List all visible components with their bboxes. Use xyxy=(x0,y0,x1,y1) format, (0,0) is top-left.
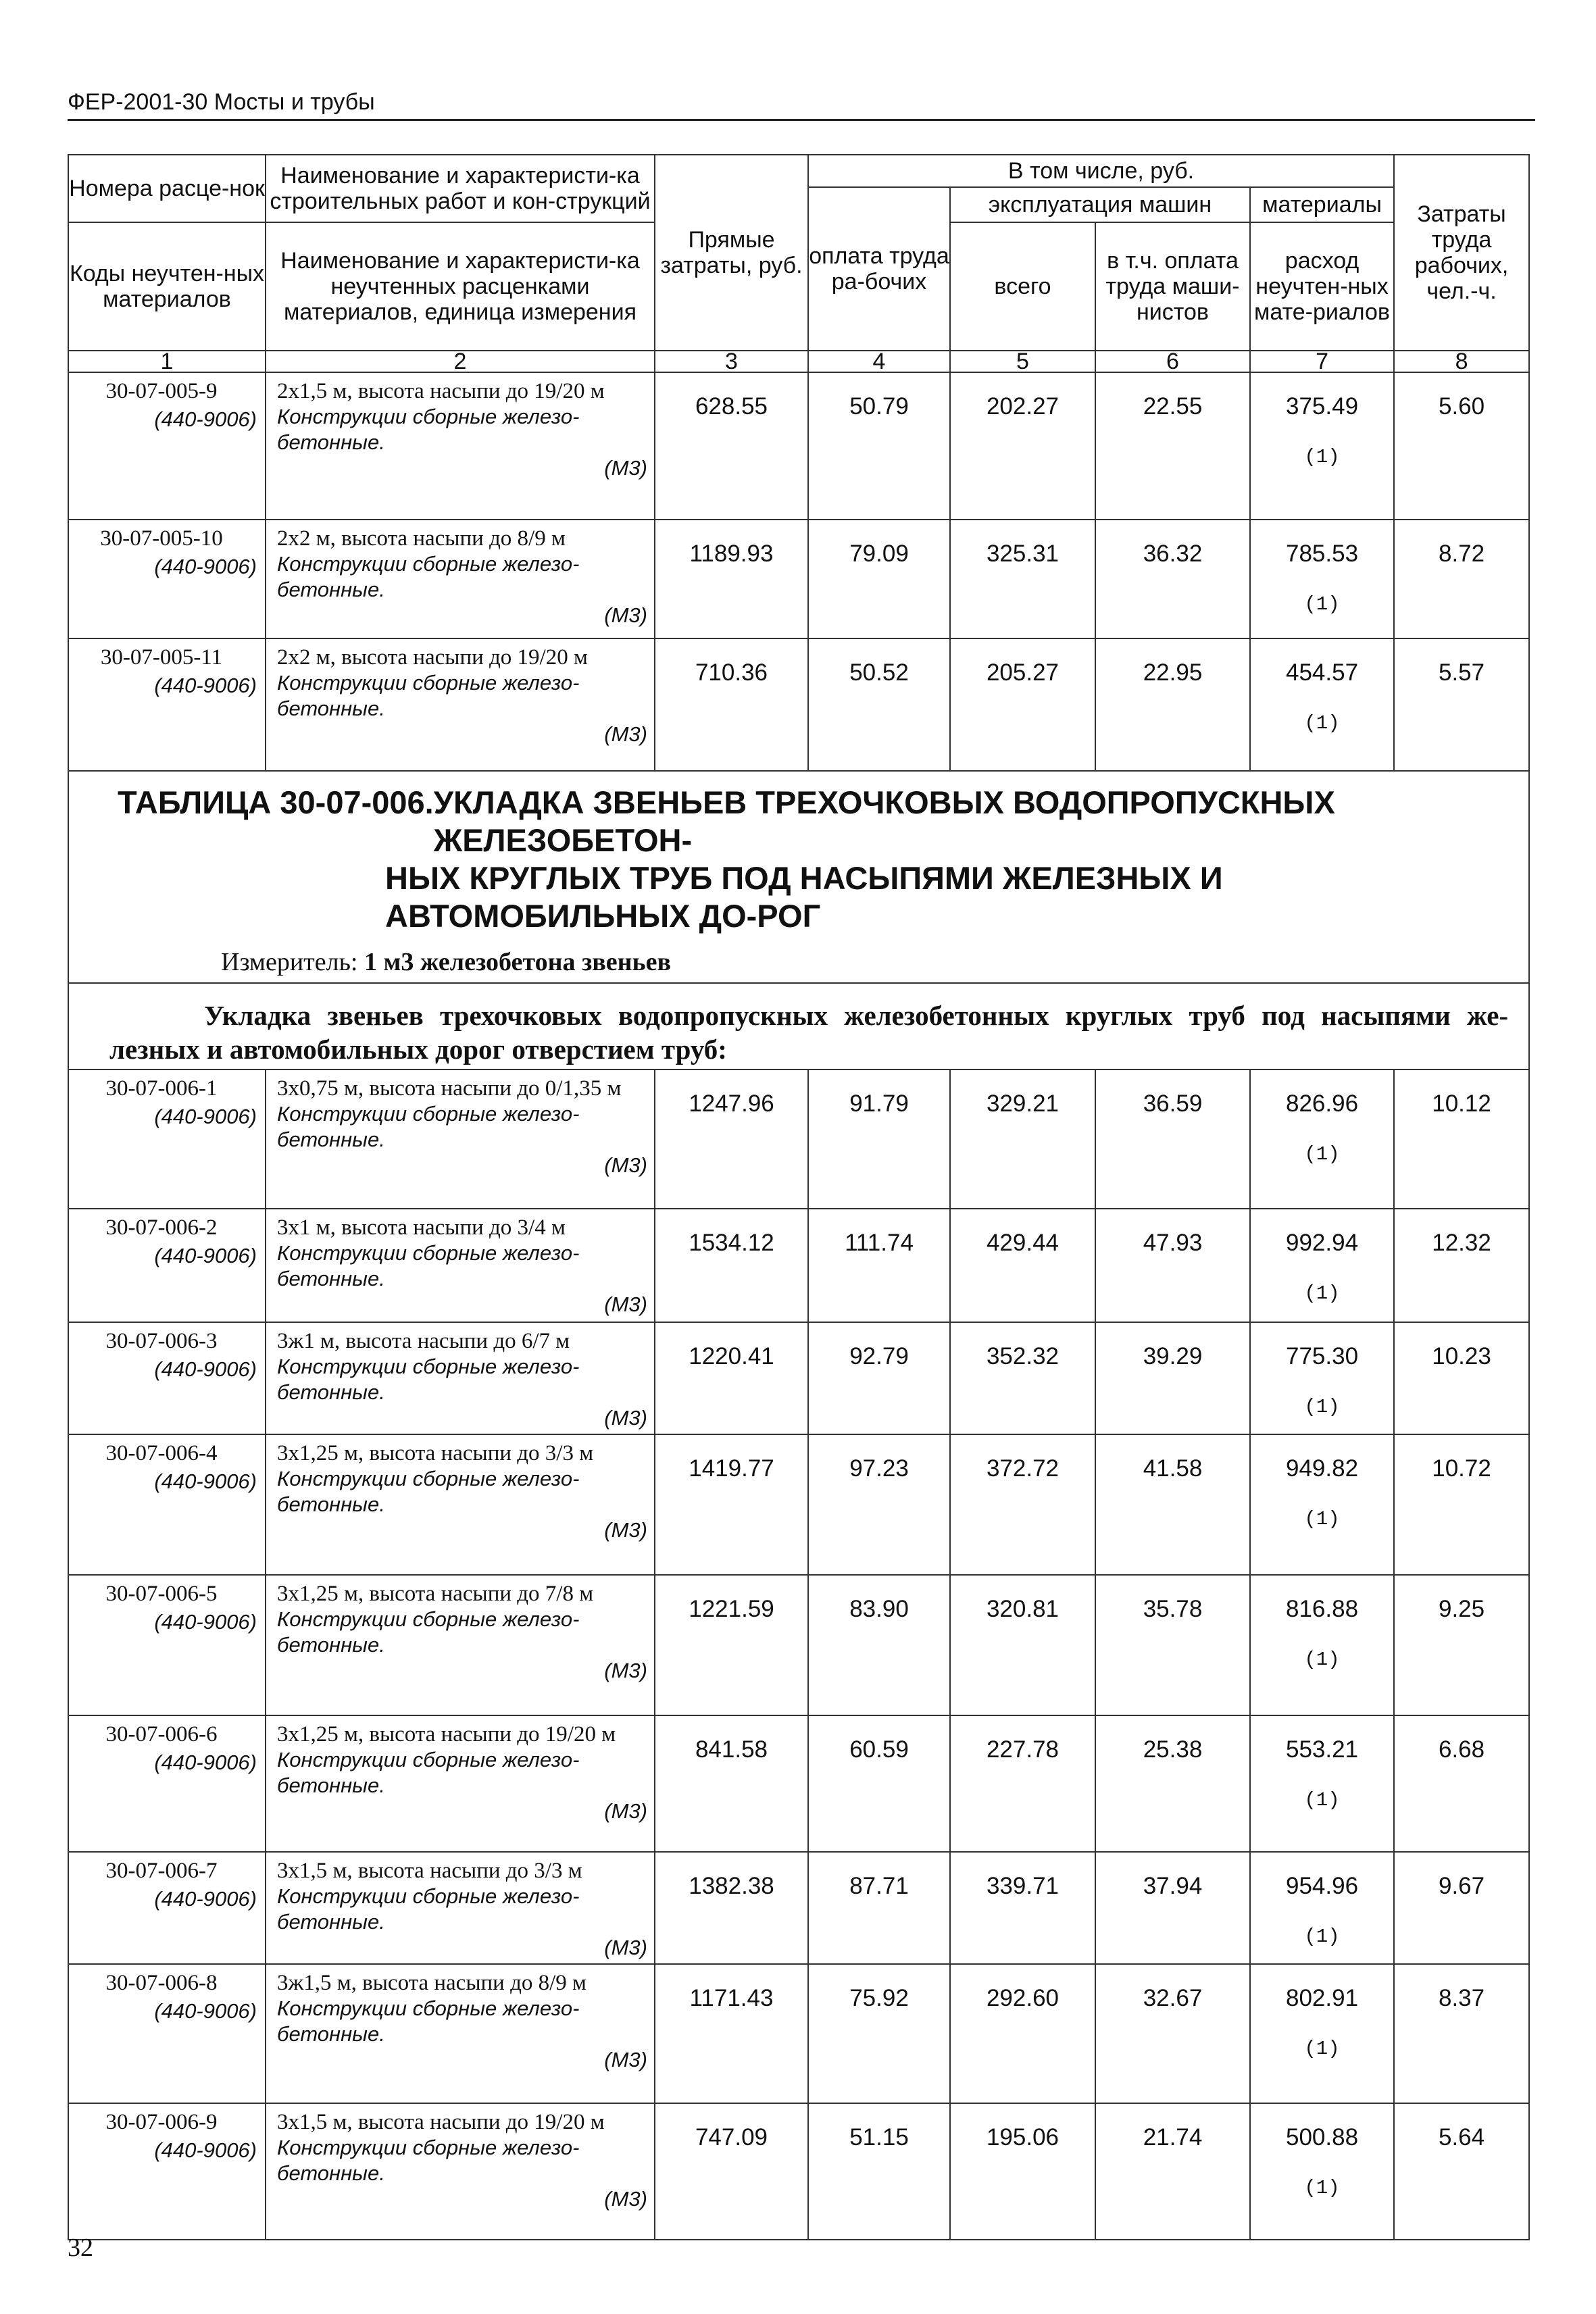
column-number: 1 xyxy=(68,351,266,372)
header-material-description: Наименование и характеристи-ка неучтенных расценками материалов, единица измерения xyxy=(266,222,655,351)
material-description: Конструкции сборные железо-бетонные. xyxy=(277,1748,580,1797)
materials-footnote: (1) xyxy=(1304,1143,1340,1165)
material-unit: (М3) xyxy=(604,456,647,480)
work-description: 2х1,5 м, высота насыпи до 19/20 м xyxy=(277,379,605,403)
material-unit: (М3) xyxy=(604,722,647,746)
materials-cell xyxy=(1250,520,1394,638)
worker-pay: 60.59 xyxy=(808,1715,950,1852)
materials-cell xyxy=(1250,1434,1394,1575)
description-cell xyxy=(266,1070,655,1209)
code-cell xyxy=(68,1715,266,1852)
material-description: Конструкции сборные железо-бетонные. xyxy=(277,671,580,720)
labor-hours: 8.37 xyxy=(1394,1964,1529,2103)
materials-cost: 785.53 xyxy=(1285,540,1359,567)
material-code: (440-9006) xyxy=(154,407,257,431)
direct-costs: 1171.43 xyxy=(655,1964,808,2103)
column-number: 8 xyxy=(1394,351,1529,372)
direct-costs: 747.09 xyxy=(655,2103,808,2240)
materials-cost: 826.96 xyxy=(1285,1090,1359,1117)
header-direct-costs: Прямые затраты, руб. xyxy=(655,155,808,351)
machinist-pay: 37.94 xyxy=(1095,1852,1250,1964)
page-header: ФЕР-2001-30 Мосты и трубы xyxy=(68,89,375,115)
material-description: Конструкции сборные железо-бетонные. xyxy=(277,1884,580,1934)
materials-cell xyxy=(1250,1575,1394,1715)
code-cell xyxy=(68,1575,266,1715)
table-row xyxy=(68,1852,1529,1964)
rate-code: 30-07-005-10 xyxy=(100,526,223,551)
material-unit: (М3) xyxy=(604,1518,647,1542)
table-row xyxy=(68,1070,1529,1209)
rate-code: 30-07-006-6 xyxy=(105,1722,218,1746)
code-cell xyxy=(68,1852,266,1964)
materials-footnote: (1) xyxy=(1304,1789,1340,1811)
description-cell xyxy=(266,372,655,520)
table-row xyxy=(68,1434,1529,1575)
material-code: (440-9006) xyxy=(154,1610,257,1634)
table-row xyxy=(68,1964,1529,2103)
direct-costs: 628.55 xyxy=(655,372,808,520)
materials-cost: 954.96 xyxy=(1285,1873,1359,1899)
rate-code: 30-07-006-8 xyxy=(105,1971,218,1995)
rate-code: 30-07-006-3 xyxy=(105,1329,218,1353)
labor-hours: 8.72 xyxy=(1394,520,1529,638)
machinist-pay: 21.74 xyxy=(1095,2103,1250,2240)
machines-total: 202.27 xyxy=(950,372,1095,520)
table-row xyxy=(68,1322,1529,1434)
rate-code: 30-07-006-2 xyxy=(105,1215,218,1240)
materials-footnote: (1) xyxy=(1304,593,1340,615)
code-cell xyxy=(68,372,266,520)
machines-total: 227.78 xyxy=(950,1715,1095,1852)
material-code: (440-9006) xyxy=(154,1357,257,1381)
section-title xyxy=(69,772,1528,935)
machines-total: 205.27 xyxy=(950,638,1095,771)
section-title-line1: УКЛАДКА ЗВЕНЬЕВ ТРЕХОЧКОВЫХ ВОДОПРОПУСКНЫХ ЖЕЛЕЗОБЕТОН- xyxy=(433,784,1335,858)
material-code: (440-9006) xyxy=(154,1244,257,1267)
price-table xyxy=(68,154,1530,2240)
section-intro: Укладка звеньев трехочковых водопропускных железобетонных круглых труб под насыпями же-лезных и автомобильных дорог отверстием труб: xyxy=(109,1000,1509,1065)
materials-cost: 553.21 xyxy=(1285,1736,1359,1763)
work-description: 3х1 м, высота насыпи до 3/4 м xyxy=(277,1215,566,1240)
material-description: Конструкции сборные железо-бетонные. xyxy=(277,1102,580,1151)
worker-pay: 51.15 xyxy=(808,2103,950,2240)
description-cell xyxy=(266,1434,655,1575)
labor-hours: 9.67 xyxy=(1394,1852,1529,1964)
labor-hours: 10.12 xyxy=(1394,1070,1529,1209)
material-code: (440-9006) xyxy=(154,1751,257,1774)
material-description: Конструкции сборные железо-бетонные. xyxy=(277,1241,580,1290)
materials-footnote: (1) xyxy=(1304,712,1340,734)
work-description: 2х2 м, высота насыпи до 19/20 м xyxy=(277,645,588,670)
table-row xyxy=(68,1575,1529,1715)
material-description: Конструкции сборные железо-бетонные. xyxy=(277,552,580,601)
machinist-pay: 22.55 xyxy=(1095,372,1250,520)
table-row xyxy=(68,520,1529,638)
header-machine-operation: эксплуатация машин xyxy=(950,187,1250,222)
material-unit: (М3) xyxy=(604,1659,647,1682)
column-number: 7 xyxy=(1250,351,1394,372)
materials-footnote: (1) xyxy=(1304,446,1340,468)
material-unit: (М3) xyxy=(604,1153,647,1177)
table-row xyxy=(68,638,1529,771)
materials-cost: 454.57 xyxy=(1285,659,1359,686)
work-description: 3х1,5 м, высота насыпи до 19/20 м xyxy=(277,2110,605,2134)
direct-costs: 1534.12 xyxy=(655,1209,808,1322)
code-cell xyxy=(68,1434,266,1575)
machinist-pay: 35.78 xyxy=(1095,1575,1250,1715)
worker-pay: 92.79 xyxy=(808,1322,950,1434)
worker-pay: 50.79 xyxy=(808,372,950,520)
material-unit: (М3) xyxy=(604,1292,647,1316)
description-cell xyxy=(266,1715,655,1852)
measure-value: 1 м3 железобетона звеньев xyxy=(364,948,671,976)
machinist-pay: 36.59 xyxy=(1095,1070,1250,1209)
column-number: 4 xyxy=(808,351,950,372)
machinist-pay: 32.67 xyxy=(1095,1964,1250,2103)
header-rule xyxy=(68,119,1535,121)
materials-cell xyxy=(1250,2103,1394,2240)
rate-code: 30-07-005-9 xyxy=(105,379,218,403)
column-number: 5 xyxy=(950,351,1095,372)
materials-cost: 775.30 xyxy=(1285,1343,1359,1369)
machines-total: 429.44 xyxy=(950,1209,1095,1322)
work-description: 3х0,75 м, высота насыпи до 0/1,35 м xyxy=(277,1076,622,1101)
material-unit: (М3) xyxy=(604,603,647,627)
code-cell xyxy=(68,1070,266,1209)
table-row xyxy=(68,1209,1529,1322)
material-code: (440-9006) xyxy=(154,555,257,578)
materials-footnote: (1) xyxy=(1304,1508,1340,1530)
description-cell xyxy=(266,638,655,771)
work-description: 3х1,25 м, высота насыпи до 3/3 м xyxy=(277,1441,594,1465)
description-cell xyxy=(266,1964,655,2103)
labor-hours: 10.72 xyxy=(1394,1434,1529,1575)
material-unit: (М3) xyxy=(604,1406,647,1430)
material-code: (440-9006) xyxy=(154,1999,257,2023)
section-measure xyxy=(69,935,1528,982)
worker-pay: 97.23 xyxy=(808,1434,950,1575)
materials-cell xyxy=(1250,372,1394,520)
worker-pay: 111.74 xyxy=(808,1209,950,1322)
machines-total: 339.71 xyxy=(950,1852,1095,1964)
machines-total: 325.31 xyxy=(950,520,1095,638)
direct-costs: 1247.96 xyxy=(655,1070,808,1209)
rate-code: 30-07-006-5 xyxy=(105,1582,218,1606)
description-cell xyxy=(266,2103,655,2240)
material-unit: (М3) xyxy=(604,2048,647,2071)
material-description: Конструкции сборные железо-бетонные. xyxy=(277,405,580,454)
material-code: (440-9006) xyxy=(154,1469,257,1493)
code-cell xyxy=(68,520,266,638)
rate-code: 30-07-006-4 xyxy=(105,1441,218,1465)
direct-costs: 1220.41 xyxy=(655,1322,808,1434)
work-description: 2х2 м, высота насыпи до 8/9 м xyxy=(277,526,566,551)
header-machinist-pay: в т.ч. оплата труда маши-нистов xyxy=(1095,222,1250,351)
column-numbers-row xyxy=(68,351,1529,372)
rate-code: 30-07-006-9 xyxy=(105,2110,218,2134)
code-cell xyxy=(68,1964,266,2103)
header-including-group: В том числе, руб. xyxy=(808,155,1394,187)
machines-total: 320.81 xyxy=(950,1575,1095,1715)
description-cell xyxy=(266,1852,655,1964)
direct-costs: 1189.93 xyxy=(655,520,808,638)
worker-pay: 87.71 xyxy=(808,1852,950,1964)
section-title-rest: НЫХ КРУГЛЫХ ТРУБ ПОД НАСЫПЯМИ ЖЕЛЕЗНЫХ И АВТОМОБИЛЬНЫХ ДО-РОГ xyxy=(385,860,1223,934)
worker-pay: 91.79 xyxy=(808,1070,950,1209)
machines-total: 292.60 xyxy=(950,1964,1095,2103)
page-number: 32 xyxy=(68,2234,93,2262)
labor-hours: 10.23 xyxy=(1394,1322,1529,1434)
column-number: 2 xyxy=(266,351,655,372)
header-work-description: Наименование и характеристи-ка строительных работ и кон-струкций xyxy=(266,155,655,222)
machines-total: 329.21 xyxy=(950,1070,1095,1209)
material-description: Конструкции сборные железо-бетонные. xyxy=(277,1467,580,1516)
description-cell xyxy=(266,1322,655,1434)
rate-code: 30-07-006-7 xyxy=(105,1859,218,1883)
material-unit: (М3) xyxy=(604,1936,647,1959)
material-description: Конструкции сборные железо-бетонные. xyxy=(277,1996,580,2046)
code-cell xyxy=(68,2103,266,2240)
materials-cell xyxy=(1250,1964,1394,2103)
work-description: 3х1,5 м, высота насыпи до 3/3 м xyxy=(277,1859,582,1883)
table-row xyxy=(68,2103,1529,2240)
materials-cost: 816.88 xyxy=(1285,1596,1359,1622)
work-description: 3ж1 м, высота насыпи до 6/7 м xyxy=(277,1329,570,1353)
header-materials: материалы xyxy=(1250,187,1394,222)
materials-cell xyxy=(1250,1070,1394,1209)
machines-total: 195.06 xyxy=(950,2103,1095,2240)
machinist-pay: 36.32 xyxy=(1095,520,1250,638)
description-cell xyxy=(266,520,655,638)
machinist-pay: 41.58 xyxy=(1095,1434,1250,1575)
materials-footnote: (1) xyxy=(1304,1649,1340,1671)
column-number: 6 xyxy=(1095,351,1250,372)
work-description: 3х1,25 м, высота насыпи до 7/8 м xyxy=(277,1582,594,1606)
table-row xyxy=(68,1715,1529,1852)
machinist-pay: 25.38 xyxy=(1095,1715,1250,1852)
direct-costs: 1382.38 xyxy=(655,1852,808,1964)
material-description: Конструкции сборные железо-бетонные. xyxy=(277,1355,580,1404)
worker-pay: 75.92 xyxy=(808,1964,950,2103)
section-heading xyxy=(68,771,1529,1070)
header-rate-numbers: Номера расце-нок xyxy=(68,155,266,222)
materials-cell xyxy=(1250,1209,1394,1322)
work-description: 3х1,25 м, высота насыпи до 19/20 м xyxy=(277,1722,616,1746)
machinist-pay: 39.29 xyxy=(1095,1322,1250,1434)
material-description: Конструкции сборные железо-бетонные. xyxy=(277,1607,580,1657)
header-worker-pay: оплата труда ра-бочих xyxy=(808,187,950,351)
rates-group-005 xyxy=(68,372,1529,771)
material-unit: (М3) xyxy=(604,1799,647,1823)
table-header xyxy=(68,155,1529,372)
work-description: 3ж1,5 м, высота насыпи до 8/9 м xyxy=(277,1971,587,1995)
direct-costs: 841.58 xyxy=(655,1715,808,1852)
materials-cost: 375.49 xyxy=(1285,393,1359,420)
direct-costs: 1419.77 xyxy=(655,1434,808,1575)
direct-costs: 1221.59 xyxy=(655,1575,808,1715)
labor-hours: 12.32 xyxy=(1394,1209,1529,1322)
labor-hours: 6.68 xyxy=(1394,1715,1529,1852)
worker-pay: 50.52 xyxy=(808,638,950,771)
header-unaccounted-materials: расход неучтен-ных мате-риалов xyxy=(1250,222,1394,351)
material-code: (440-9006) xyxy=(154,674,257,697)
section-label: ТАБЛИЦА 30-07-006. xyxy=(118,784,434,820)
materials-cell xyxy=(1250,1852,1394,1964)
material-code: (440-9006) xyxy=(154,1887,257,1911)
direct-costs: 710.36 xyxy=(655,638,808,771)
measure-label: Измеритель: xyxy=(221,948,358,976)
material-code: (440-9006) xyxy=(154,2138,257,2162)
worker-pay: 79.09 xyxy=(808,520,950,638)
table-row xyxy=(68,372,1529,520)
code-cell xyxy=(68,1322,266,1434)
header-machines-total: всего xyxy=(950,222,1095,351)
machines-total: 352.32 xyxy=(950,1322,1095,1434)
materials-cost: 992.94 xyxy=(1285,1230,1359,1256)
materials-footnote: (1) xyxy=(1304,1926,1340,1948)
materials-cost: 500.88 xyxy=(1285,2124,1359,2150)
labor-hours: 5.64 xyxy=(1394,2103,1529,2240)
materials-cell xyxy=(1250,1322,1394,1434)
description-cell xyxy=(266,1575,655,1715)
labor-hours: 5.60 xyxy=(1394,372,1529,520)
materials-footnote: (1) xyxy=(1304,1282,1340,1305)
labor-hours: 9.25 xyxy=(1394,1575,1529,1715)
code-cell xyxy=(68,638,266,771)
material-description: Конструкции сборные железо-бетонные. xyxy=(277,2136,580,2185)
machinist-pay: 47.93 xyxy=(1095,1209,1250,1322)
machines-total: 372.72 xyxy=(950,1434,1095,1575)
machinist-pay: 22.95 xyxy=(1095,638,1250,771)
materials-cost: 949.82 xyxy=(1285,1455,1359,1482)
column-number: 3 xyxy=(655,351,808,372)
material-unit: (М3) xyxy=(604,2187,647,2211)
materials-footnote: (1) xyxy=(1304,2177,1340,2199)
materials-footnote: (1) xyxy=(1304,2038,1340,2060)
description-cell xyxy=(266,1209,655,1322)
labor-hours: 5.57 xyxy=(1394,638,1529,771)
rate-code: 30-07-005-11 xyxy=(100,645,223,670)
materials-cell xyxy=(1250,1715,1394,1852)
material-code: (440-9006) xyxy=(154,1105,257,1128)
materials-footnote: (1) xyxy=(1304,1396,1340,1418)
header-labor-hours: Затраты труда рабочих, чел.-ч. xyxy=(1394,155,1529,351)
code-cell xyxy=(68,1209,266,1322)
worker-pay: 83.90 xyxy=(808,1575,950,1715)
materials-cell xyxy=(1250,638,1394,771)
rate-code: 30-07-006-1 xyxy=(105,1076,218,1101)
rates-group-006 xyxy=(68,1070,1529,2240)
header-material-codes: Коды неучтен-ных материалов xyxy=(68,222,266,351)
materials-cost: 802.91 xyxy=(1285,1985,1359,2011)
